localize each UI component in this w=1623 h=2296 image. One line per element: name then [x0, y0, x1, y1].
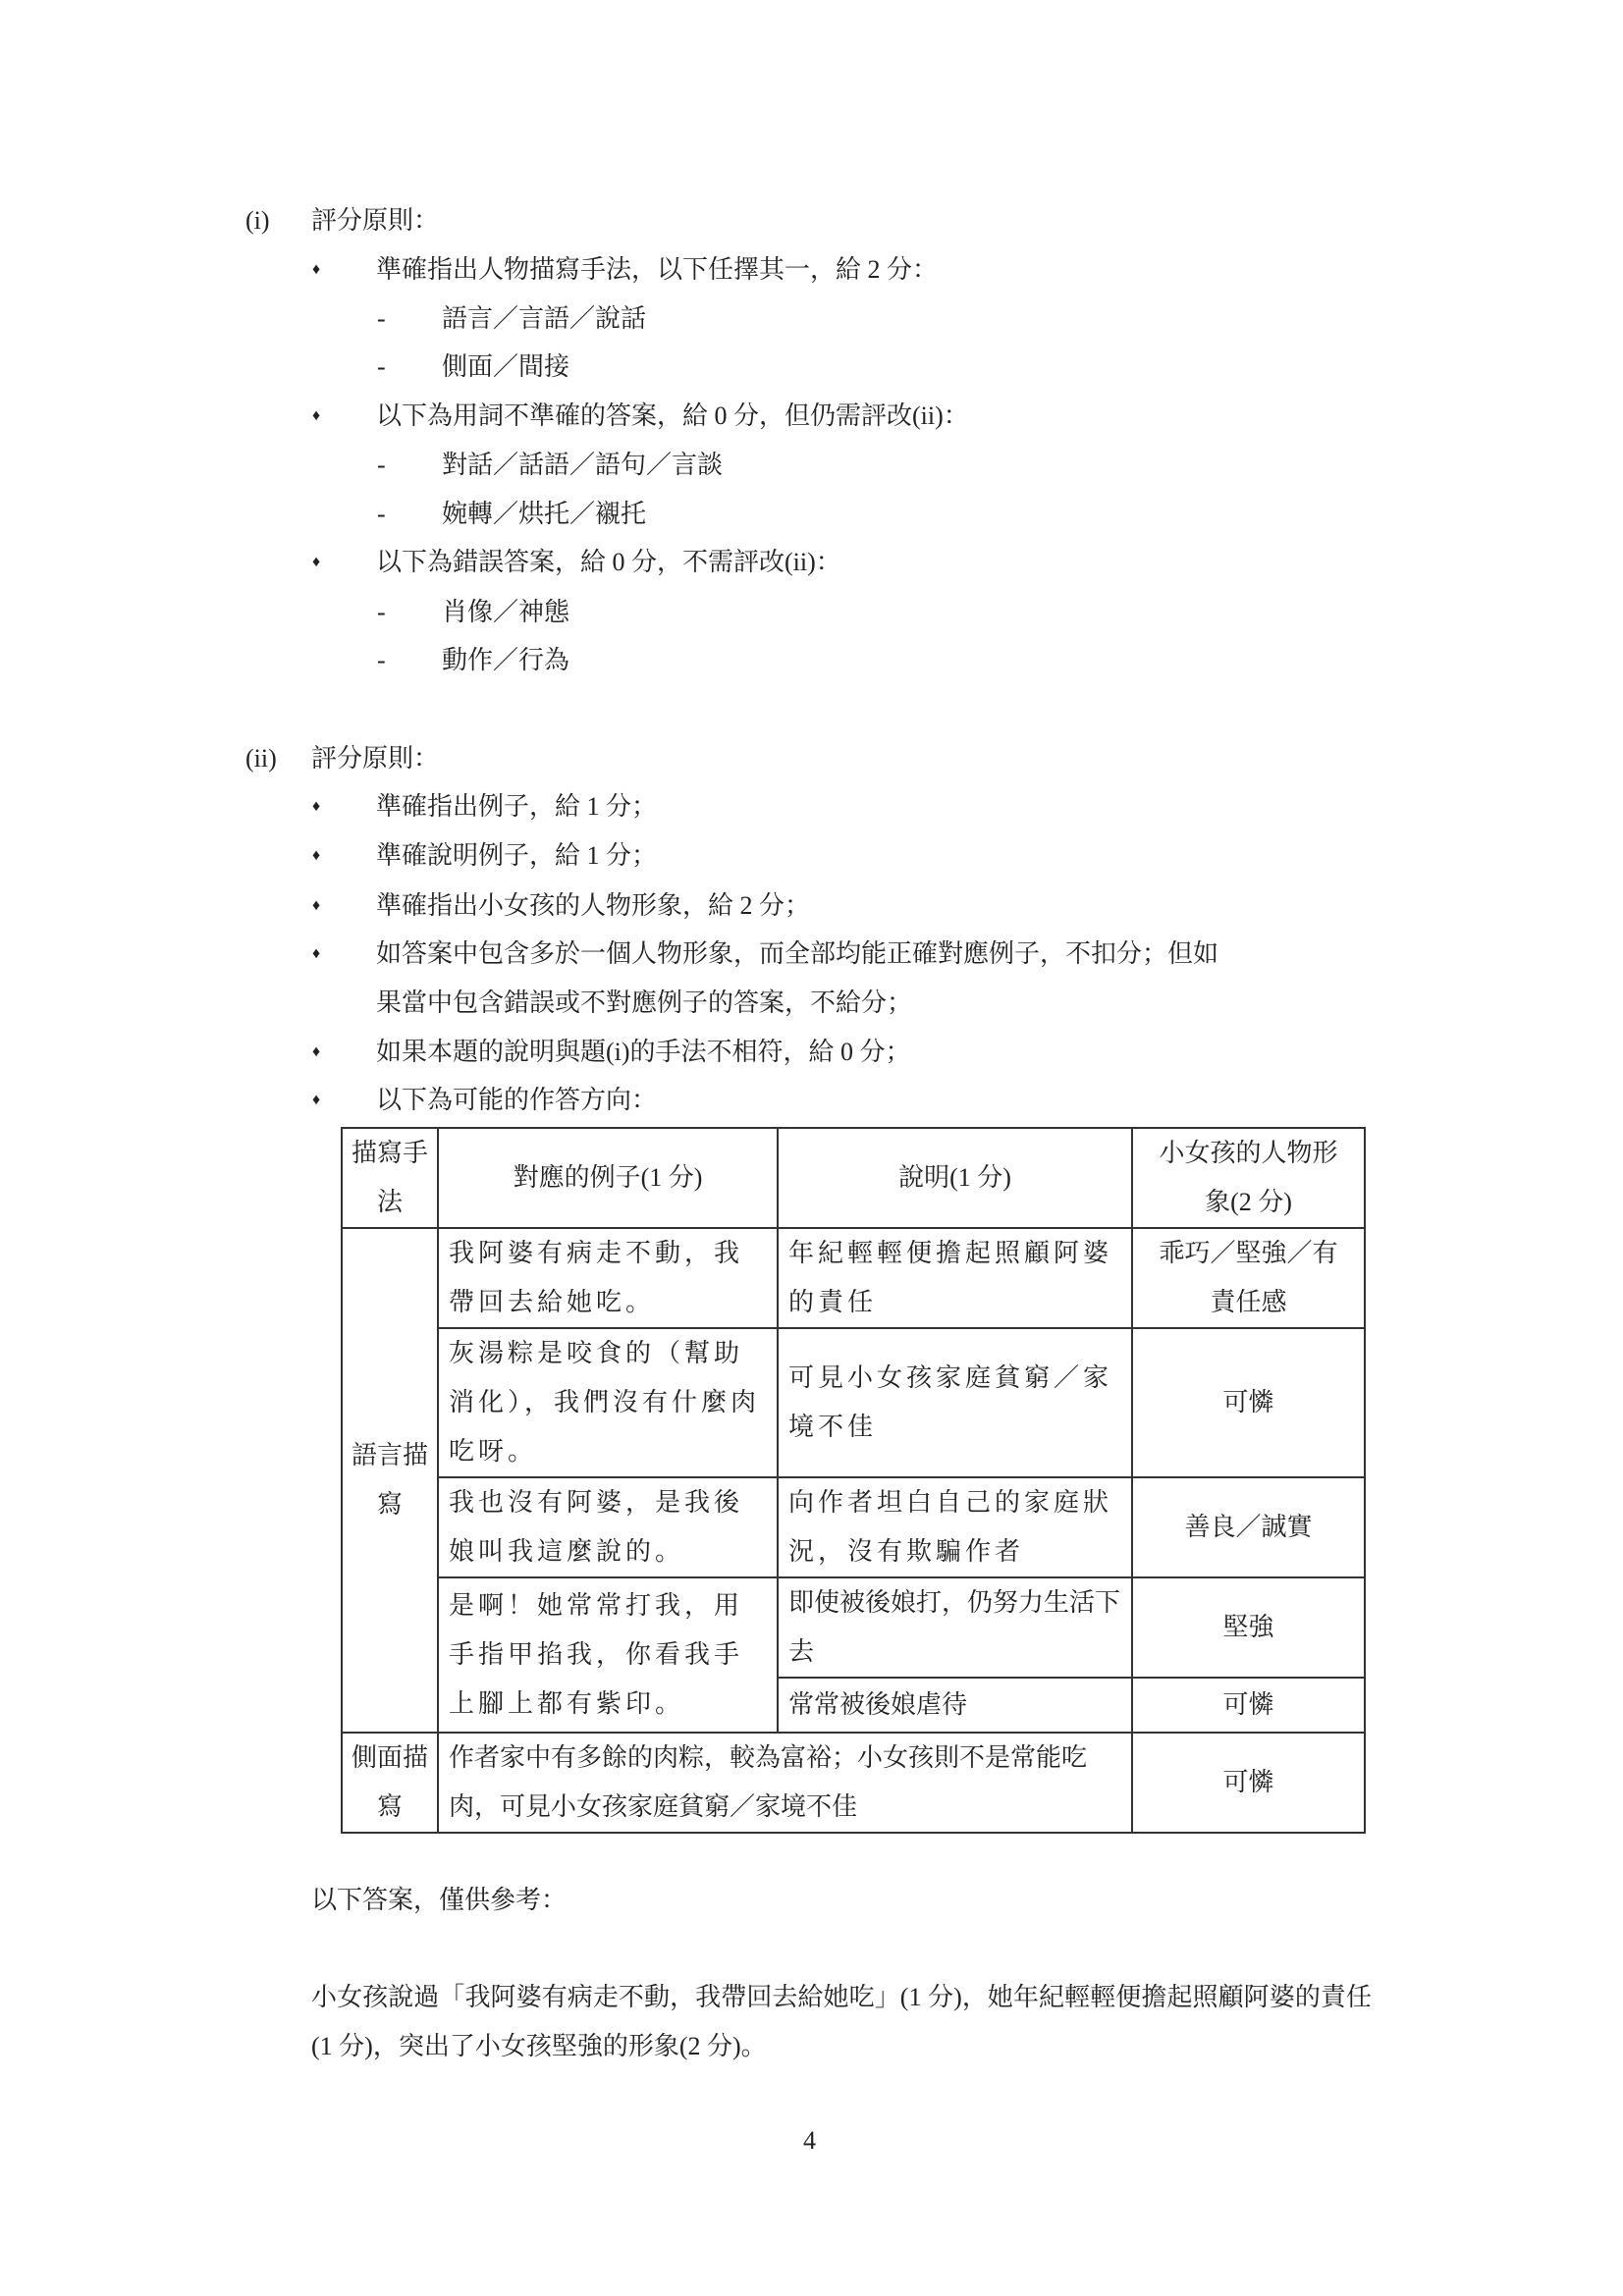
side-explanation-cell: 作者家中有多餘的肉粽，較為富裕；小女孩則不是常能吃肉，可見小女孩家庭貧窮／家境不佳 [438, 1733, 1132, 1833]
part-i-label: (i) [245, 206, 270, 235]
bullet-icon: ♦ [312, 897, 321, 914]
dash-icon: - [377, 304, 386, 333]
part-i-subitem: 側面／間接 [442, 352, 570, 381]
reference-answer: 小女孩說過「我阿婆有病走不動，我帶回去給她吃」(1 分)，她年紀輕輕便擔起照顧阿婆的責任(1 分)，突出了小女孩堅強的形象(2 分)。 [311, 1983, 1372, 2060]
header-image: 小女孩的人物形象(2 分) [1132, 1128, 1365, 1228]
explanation-cell: 常常被後娘虐待 [778, 1678, 1132, 1733]
part-ii-bullet: 準確說明例子，給 1 分； [376, 841, 658, 870]
part-ii-bullet: 準確指出小女孩的人物形象，給 2 分； [376, 891, 811, 920]
explanation-cell: 即使被後娘打，仍努力生活下去 [778, 1577, 1132, 1678]
part-ii-bullet: 如答案中包含多於一個人物形象，而全部均能正確對應例子，不扣分；但如 [376, 939, 1219, 968]
header-example: 對應的例子(1 分) [438, 1128, 778, 1228]
image-cell: 乖巧／堅強／有責任感 [1132, 1228, 1365, 1328]
table-row [342, 1477, 1365, 1577]
part-i-bullet: 以下為錯誤答案，給 0 分，不需評改(ii)： [376, 548, 841, 576]
image-cell: 可憐 [1132, 1733, 1365, 1833]
table-row-side [342, 1733, 1365, 1833]
header-explanation: 說明(1 分) [778, 1128, 1132, 1228]
part-ii-bullet: 準確指出例子，給 1 分； [376, 792, 658, 821]
part-ii-label: (ii) [245, 744, 277, 773]
group-language-description: 語言描寫 [342, 1228, 438, 1733]
explanation-cell: 可見小女孩家庭貧窮／家境不佳 [778, 1328, 1132, 1477]
table-row [342, 1228, 1365, 1328]
page-number: 4 [803, 2126, 816, 2155]
reference-intro: 以下答案，僅供參考： [311, 1886, 568, 1914]
example-cell: 我阿婆有病走不動，我帶回去給她吃。 [438, 1228, 778, 1328]
table-header-row [342, 1128, 1365, 1228]
explanation-cell: 年紀輕輕便擔起照顧阿婆的責任 [778, 1228, 1132, 1328]
part-ii-bullet: 以下為可能的作答方向： [376, 1086, 658, 1114]
bullet-icon: ♦ [312, 798, 321, 815]
dash-icon: - [377, 451, 386, 479]
dash-icon: - [377, 646, 386, 674]
part-i-subitem: 婉轉／烘托／襯托 [442, 500, 647, 528]
part-i-subitem: 對話／話語／語句／言談 [442, 451, 724, 479]
dash-icon: - [377, 352, 386, 381]
dash-icon: - [377, 500, 386, 528]
part-ii-heading: 評分原則： [311, 744, 440, 773]
answer-table [341, 1127, 1366, 1834]
explanation-cell: 向作者坦白自己的家庭狀況，沒有欺騙作者 [778, 1477, 1132, 1577]
image-cell: 可憐 [1132, 1328, 1365, 1477]
bullet-icon: ♦ [312, 261, 321, 278]
part-i-bullet: 準確指出人物描寫手法，以下任擇其一，給 2 分： [376, 255, 939, 284]
part-i-heading: 評分原則： [311, 206, 440, 235]
bullet-icon: ♦ [312, 1043, 321, 1060]
part-i-bullet: 以下為用詞不準確的答案，給 0 分，但仍需評改(ii)： [376, 401, 969, 430]
header-technique: 描寫手法 [342, 1128, 438, 1228]
part-i-subitem: 動作／行為 [442, 646, 570, 674]
group-side-description: 側面描寫 [342, 1733, 438, 1833]
table-row [342, 1577, 1365, 1678]
dash-icon: - [377, 598, 386, 626]
example-cell: 灰湯粽是咬食的（幫助消化），我們沒有什麼肉吃呀。 [438, 1328, 778, 1477]
part-ii-bullet: 如果本題的說明與題(i)的手法不相符，給 0 分； [376, 1038, 911, 1066]
part-i-subitem: 語言／言語／說話 [442, 304, 647, 333]
image-cell: 善良／誠實 [1132, 1477, 1365, 1577]
example-cell: 我也沒有阿婆，是我後娘叫我這麼說的。 [438, 1477, 778, 1577]
image-cell: 可憐 [1132, 1678, 1365, 1733]
bullet-icon: ♦ [312, 1092, 321, 1108]
table-row [342, 1328, 1365, 1477]
example-cell: 是啊！她常常打我，用手指甲掐我，你看我手上腳上都有紫印。 [438, 1577, 778, 1733]
bullet-icon: ♦ [312, 847, 321, 864]
bullet-icon: ♦ [312, 945, 321, 962]
bullet-icon: ♦ [312, 407, 321, 424]
part-ii-bullet-continued: 果當中包含錯誤或不對應例子的答案，不給分； [376, 988, 913, 1017]
image-cell: 堅強 [1132, 1577, 1365, 1678]
part-i-subitem: 肖像／神態 [442, 598, 570, 626]
bullet-icon: ♦ [312, 554, 321, 570]
